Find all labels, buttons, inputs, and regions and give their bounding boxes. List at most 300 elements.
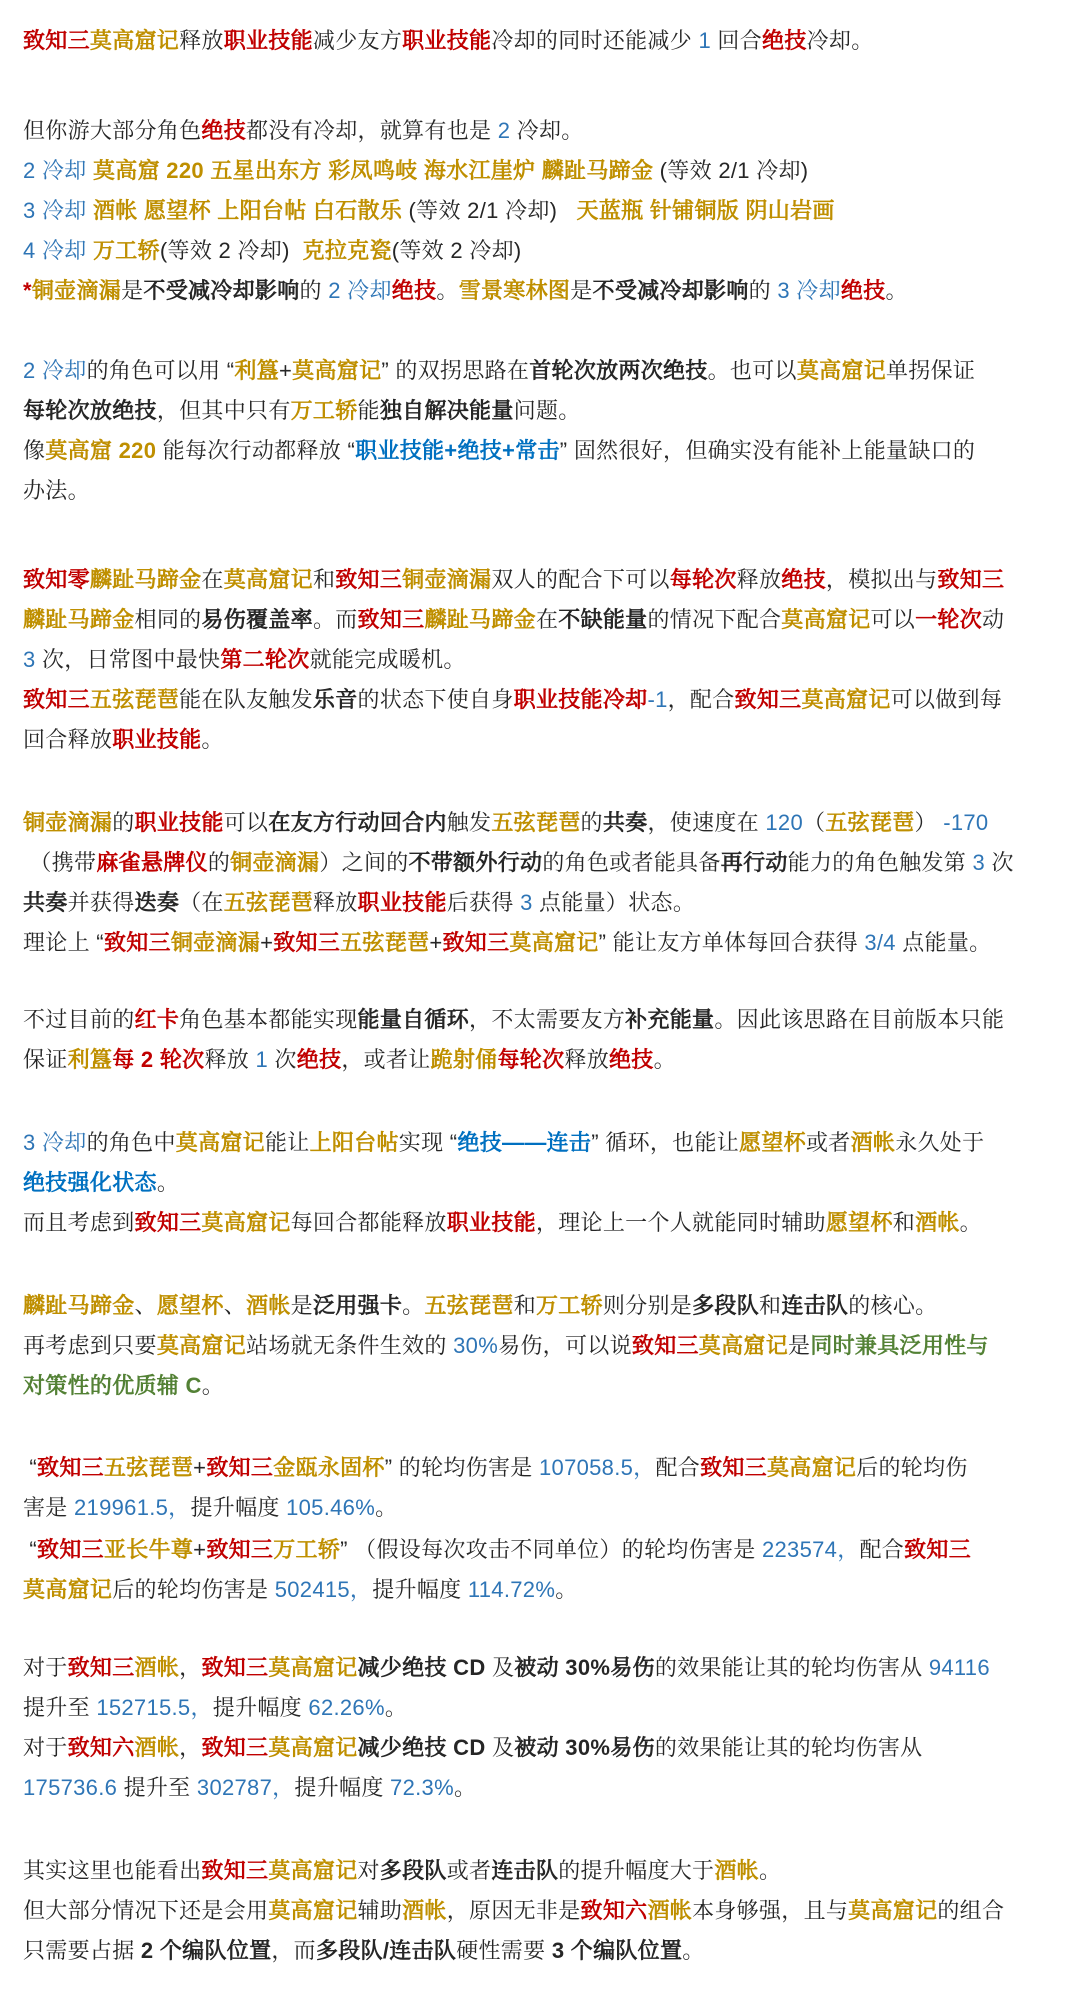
text-run: 莫高窟记	[175, 1130, 265, 1155]
text-run: 的组合	[937, 1898, 1005, 1923]
text-line	[23, 1163, 1057, 1203]
text-run: 后获得	[446, 890, 521, 915]
paragraph-12	[23, 1851, 1057, 1971]
text-run: 致知三	[67, 1655, 135, 1680]
text-run: ” 固然很好，但确实没有能补上能量缺口的	[559, 438, 976, 463]
text-run: （	[803, 810, 826, 835]
text-run: 但大部分情况下还是会用	[23, 1898, 269, 1923]
text-run: 利簋	[234, 358, 280, 383]
text-run: 和	[892, 1210, 916, 1235]
text-line	[23, 1286, 1057, 1326]
text-run: 致知三	[631, 1333, 699, 1358]
text-run: 实现 “	[398, 1130, 458, 1155]
text-run: 莫高窟记	[268, 1898, 358, 1923]
text-run: 的效果能让其的轮均伤害从	[654, 1655, 929, 1680]
text-run: 像	[23, 438, 46, 463]
paragraph-2	[23, 111, 1057, 311]
text-run: 3 冷却	[23, 198, 87, 223]
text-line	[23, 1570, 1057, 1610]
text-line	[23, 151, 1057, 191]
text-run: 都没有冷却，就算有也是	[246, 118, 498, 143]
text-run: 五弦琵琶	[825, 810, 915, 835]
text-run: 莫高窟 220	[45, 438, 157, 463]
text-run: 次，日常图中最快	[35, 647, 221, 672]
text-run: 释放	[204, 1047, 256, 1072]
text-run: 2 冷却	[23, 158, 87, 183]
text-run: 能量自循环	[357, 1007, 470, 1032]
text-run: 酒帐	[402, 1898, 447, 1923]
text-run: 释放	[312, 890, 358, 915]
text-run: ，或者让	[341, 1047, 431, 1072]
text-run: 麟趾马蹄金	[424, 607, 536, 632]
text-run: 莫高窟记	[509, 930, 599, 955]
text-run: +	[260, 930, 274, 955]
text-run: 能让	[264, 1130, 310, 1155]
text-run: 在友方行动回合内	[268, 810, 447, 835]
text-run: 提升至	[117, 1775, 197, 1800]
text-run: 万工轿	[290, 398, 358, 423]
text-run: 职业技能+绝技+常击	[355, 438, 560, 463]
text-run: 同时兼具泛用性与	[810, 1333, 989, 1358]
text-run: 相同的	[134, 607, 202, 632]
text-run: 。	[402, 1293, 425, 1318]
text-run: ” 的轮均伤害是	[384, 1455, 539, 1480]
text-run: 一轮次	[915, 607, 983, 632]
text-run: 、	[134, 1293, 157, 1318]
text-run: 。	[156, 1170, 180, 1195]
text-run: 上阳台帖	[309, 1130, 399, 1155]
text-run: 的角色中	[86, 1130, 176, 1155]
text-run: 五弦琵琶	[103, 1455, 194, 1480]
text-run: 致知三	[904, 1537, 972, 1562]
text-run: 独自解决能量	[379, 398, 514, 423]
text-run: 莫高窟记	[796, 358, 887, 383]
text-run: 减少绝技 CD	[357, 1735, 486, 1760]
text-run: 提升幅度	[190, 1495, 287, 1520]
text-run: 麟趾马蹄金	[89, 567, 202, 592]
text-run: 职业技能	[112, 727, 202, 752]
text-run: 致知三	[273, 930, 341, 955]
text-run: +	[193, 1455, 207, 1480]
text-line	[23, 843, 1057, 883]
text-run: 致知三	[201, 1858, 269, 1883]
text-run: 辅助	[357, 1898, 403, 1923]
text-run: 。	[885, 278, 908, 303]
text-run: 。也可以	[707, 358, 797, 383]
text-run: 本身够强，且与	[692, 1898, 849, 1923]
text-run: 致知三	[206, 1455, 274, 1480]
text-line	[23, 1488, 1057, 1528]
text-run: 2 个编队位置	[140, 1938, 272, 1963]
text-run: (等效 2/1 冷却)	[402, 198, 577, 223]
text-run: ” 的双拐思路在	[381, 358, 530, 383]
text-run: 麻雀悬牌仪	[96, 850, 208, 875]
text-run: ，模拟出与	[825, 567, 938, 592]
text-run: 。因此该思路在目前版本只能	[714, 1007, 1005, 1032]
text-run: 或者	[805, 1130, 851, 1155]
text-line	[23, 391, 1057, 431]
text-run: 就能完成暖机。	[309, 647, 466, 672]
text-line	[23, 1448, 1057, 1488]
text-run: 酒帐	[647, 1898, 693, 1923]
text-run: 。	[201, 1373, 225, 1398]
text-run: 首轮次放两次绝技	[529, 358, 708, 383]
text-run: 的	[207, 850, 231, 875]
paragraph-11	[23, 1648, 1057, 1808]
text-run: 。	[959, 1210, 982, 1235]
text-line	[23, 1040, 1057, 1080]
text-run: 麟趾马蹄金	[23, 607, 135, 632]
text-run: 绝技	[296, 1047, 342, 1072]
text-run: 连击队	[781, 1293, 849, 1318]
text-run: 并获得	[67, 890, 135, 915]
text-run: 。	[758, 1858, 782, 1883]
text-run: 铜壶滴漏	[23, 810, 113, 835]
text-run: 铜壶滴漏	[402, 567, 492, 592]
text-run: 单拐保证	[886, 358, 976, 383]
text-run: 致知三	[201, 1735, 269, 1760]
text-run: 莫高窟记	[156, 1333, 247, 1358]
text-line	[23, 560, 1057, 600]
text-run: 被动 30%易伤	[514, 1655, 655, 1680]
text-run: 致知三	[700, 1455, 767, 1480]
text-run: ）	[914, 810, 944, 835]
text-run: 释放	[736, 567, 782, 592]
text-run: （在	[179, 890, 224, 915]
text-run: 2 冷却	[23, 358, 87, 383]
text-run: 致知三	[335, 567, 403, 592]
text-run: 是	[570, 278, 593, 303]
text-run: 在	[201, 567, 224, 592]
text-run: 莫高窟记	[766, 1455, 857, 1480]
text-run: 减少友方	[312, 28, 403, 53]
text-run: 152715.5，	[96, 1695, 213, 1720]
text-run: ，但其中只有	[156, 398, 291, 423]
text-run: 再行动	[720, 850, 788, 875]
text-run: 绝技	[609, 1047, 654, 1072]
text-run: 致知三	[734, 687, 802, 712]
text-run: 致知三	[206, 1537, 274, 1562]
text-run: 触发	[446, 810, 492, 835]
text-run: 和	[513, 1293, 536, 1318]
text-run: 补充能量	[625, 1007, 715, 1032]
text-run: 107058.5，	[539, 1455, 656, 1480]
text-run: 502415，	[274, 1577, 373, 1602]
text-run: ，而	[271, 1938, 316, 1963]
text-run: 的提升幅度大于	[558, 1858, 715, 1883]
text-run: 4 冷却	[23, 238, 87, 263]
text-run: 释放	[179, 28, 224, 53]
text-run: 易伤覆盖率	[201, 607, 313, 632]
text-run: 莫高窟记	[801, 687, 891, 712]
text-run: 的角色可以用 “	[86, 358, 235, 383]
text-run: ” 循环，也能让	[591, 1130, 740, 1155]
text-run: 的	[112, 810, 135, 835]
text-run: 致知三	[937, 567, 1005, 592]
text-run: 职业技能	[357, 890, 447, 915]
text-run: 共奏	[602, 810, 648, 835]
text-run: 致知六	[580, 1898, 648, 1923]
paragraph-9	[23, 1448, 1057, 1528]
text-run: ” （假设每次攻击不同单位）的轮均伤害是	[340, 1537, 762, 1562]
text-line	[23, 1688, 1057, 1728]
text-run: 五弦琵琶	[340, 930, 430, 955]
text-line	[23, 21, 1057, 61]
text-run: 次	[985, 850, 1014, 875]
text-run: 泛用强卡	[312, 1293, 403, 1318]
text-run: 3	[23, 647, 36, 672]
text-run: 被动 30%易伤	[514, 1735, 655, 1760]
text-run: 对于	[23, 1655, 68, 1680]
text-run: +	[193, 1537, 207, 1562]
text-run: （携带	[23, 850, 97, 875]
paragraph-7	[23, 1123, 1057, 1243]
text-run: 莫高窟记	[268, 1735, 358, 1760]
text-run: ，	[179, 1735, 202, 1760]
text-run: 2 冷却	[328, 278, 392, 303]
text-run: 能在队友触发	[179, 687, 313, 712]
text-line	[23, 231, 1057, 271]
text-run: 理论上 “	[23, 930, 104, 955]
text-run: 是	[121, 278, 144, 303]
text-run: 3/4	[864, 930, 896, 955]
text-run: 角色基本都能实现	[179, 1007, 358, 1032]
text-run: 3 冷却	[23, 1130, 87, 1155]
paragraph-3	[23, 351, 1057, 511]
text-run: 冷却。	[806, 28, 874, 53]
text-run: 的	[580, 810, 603, 835]
text-run: 点能量）状态。	[532, 890, 696, 915]
text-run: 每轮次	[669, 567, 737, 592]
text-run: 保证	[23, 1047, 68, 1072]
text-run: 克拉克瓷	[302, 238, 392, 263]
text-line	[23, 1123, 1057, 1163]
text-run: 3	[972, 850, 986, 875]
text-run: 的	[299, 278, 329, 303]
text-run: 提升幅度	[372, 1577, 468, 1602]
text-line	[23, 923, 1057, 963]
text-run: 175736.6	[23, 1775, 118, 1800]
text-run: 。	[682, 1938, 705, 1963]
text-run: 致知三	[134, 1210, 202, 1235]
text-run: 站场就无条件生效的	[246, 1333, 454, 1358]
text-run: 302787，	[196, 1775, 295, 1800]
text-run: 219961.5，	[74, 1495, 191, 1520]
paragraph-6	[23, 1000, 1057, 1080]
text-run: 问题。	[513, 398, 581, 423]
text-run: 绝技	[840, 278, 886, 303]
text-run: 不受减冷却影响	[592, 278, 749, 303]
text-run: 万工轿	[273, 1537, 341, 1562]
text-run: 致知三	[201, 1655, 269, 1680]
text-line	[23, 1728, 1057, 1768]
text-run: 114.72%	[467, 1577, 556, 1602]
text-line	[23, 640, 1057, 680]
text-run: 永久处于	[895, 1130, 985, 1155]
text-run: (等效 2 冷却)	[159, 238, 303, 263]
text-run: 酒帐 愿望杯 上阳台帖 白石散乐	[92, 198, 403, 223]
text-run: 能每次行动都释放 “	[156, 438, 356, 463]
text-run: 连击队	[491, 1858, 559, 1883]
text-run: *	[23, 278, 32, 303]
text-run: 莫高窟记	[201, 1210, 291, 1235]
text-run: 雪景寒林图	[458, 278, 571, 303]
text-run: 每轮次	[497, 1047, 565, 1072]
paragraph-10	[23, 1530, 1057, 1610]
text-run: ” 能让友方单体每回合获得	[598, 930, 865, 955]
text-run: 3	[520, 890, 533, 915]
text-run: 的	[748, 278, 778, 303]
text-run: 62.26%	[308, 1695, 385, 1720]
text-run: 金瓯永固杯	[273, 1455, 385, 1480]
text-run: 职业技能	[402, 28, 492, 53]
text-run: 只需要占据	[23, 1938, 141, 1963]
text-run: 的状态下使自身	[357, 687, 514, 712]
text-run: 五弦琵琶	[491, 810, 581, 835]
text-run: 多段队	[379, 1858, 447, 1883]
text-run: 铜壶滴漏	[31, 278, 122, 303]
text-line	[23, 1326, 1057, 1366]
text-run: 多段队	[692, 1293, 760, 1318]
text-line	[23, 271, 1057, 311]
text-run: 后的轮均伤害是	[112, 1577, 275, 1602]
text-run: 易伤，可以说	[498, 1333, 632, 1358]
paragraph-8	[23, 1286, 1057, 1406]
text-run: 3 个编队位置	[551, 1938, 683, 1963]
text-run: 后的轮均伤	[856, 1455, 968, 1480]
text-run: 。而	[312, 607, 358, 632]
text-line	[23, 1851, 1057, 1891]
text-run: 职业技能	[134, 810, 224, 835]
text-run: 致知三	[442, 930, 510, 955]
text-run: 对策性的优质辅 C	[23, 1373, 202, 1398]
text-run: 3 冷却	[777, 278, 841, 303]
paragraph-1	[23, 21, 1057, 61]
text-run: ，理论上一个人就能同时辅助	[535, 1210, 826, 1235]
text-run: 酒帐	[134, 1655, 180, 1680]
text-run: 但你游大部分角色	[23, 118, 202, 143]
text-run: 可以做到每	[890, 687, 1003, 712]
text-run: 绝技	[762, 28, 807, 53]
text-line	[23, 1366, 1057, 1406]
text-run: 麟趾马蹄金	[23, 1293, 135, 1318]
text-run: 、	[223, 1293, 247, 1318]
text-run: 每回合都能释放	[290, 1210, 447, 1235]
text-run: 点能量。	[895, 930, 992, 955]
text-line	[23, 803, 1057, 843]
text-line	[23, 431, 1057, 471]
text-run: 再考虑到只要	[23, 1333, 157, 1358]
text-run: 莫高窟记	[89, 28, 180, 53]
text-run: 提升幅度	[212, 1695, 309, 1720]
text-run: 天蓝瓶 针铺铜版 阴山岩画	[576, 198, 835, 223]
text-run: 多段队/连击队	[315, 1938, 457, 1963]
text-run: 94116	[928, 1655, 990, 1680]
text-run: 不受减冷却影响	[143, 278, 300, 303]
text-run: 或者	[446, 1858, 492, 1883]
text-run: 职业技能	[223, 28, 313, 53]
text-run: ，原因无非是	[446, 1898, 581, 1923]
text-run: 致知三	[103, 930, 171, 955]
text-line	[23, 1000, 1057, 1040]
text-run: 可以	[223, 810, 269, 835]
text-run: 莫高窟 220 五星出东方 彩凤鸣岐 海水江崖炉 麟趾马蹄金	[92, 158, 654, 183]
text-run: 的情况下配合	[647, 607, 782, 632]
text-run: 在	[535, 607, 559, 632]
text-run: 223574，	[761, 1537, 860, 1562]
text-run: 配合	[859, 1537, 905, 1562]
text-run: 30%	[453, 1333, 499, 1358]
text-run: 愿望杯	[739, 1130, 806, 1155]
text-run: ，使速度在	[647, 810, 766, 835]
text-run: 职业技能冷却	[513, 687, 648, 712]
text-run: ）之间的	[319, 850, 409, 875]
text-run: 利簋	[67, 1047, 113, 1072]
text-run: 120	[765, 810, 803, 835]
text-run: 105.46%	[286, 1495, 376, 1520]
text-run: 释放	[564, 1047, 609, 1072]
text-run: 而且考虑到	[23, 1210, 135, 1235]
text-run: 酒帐	[246, 1293, 291, 1318]
text-run: 万工轿	[92, 238, 160, 263]
text-run: 冷却。	[510, 118, 584, 143]
text-run: 愿望杯	[156, 1293, 224, 1318]
text-run: 次	[268, 1047, 297, 1072]
text-line	[23, 1891, 1057, 1931]
text-run: 双人的配合下可以	[491, 567, 670, 592]
text-line	[23, 1203, 1057, 1243]
text-run: 的核心。	[848, 1293, 938, 1318]
text-run: 莫高窟记	[268, 1655, 358, 1680]
text-run: 五弦琵琶	[223, 890, 313, 915]
text-line	[23, 1768, 1057, 1808]
text-run: 对于	[23, 1735, 68, 1760]
text-line	[23, 1648, 1057, 1688]
text-run: 1	[255, 1047, 269, 1072]
text-run: 每 2 轮次	[112, 1047, 205, 1072]
text-line	[23, 1931, 1057, 1971]
text-run: -1	[647, 687, 668, 712]
text-run: 是	[290, 1293, 313, 1318]
text-run: 愿望杯	[825, 1210, 893, 1235]
text-run: -170	[943, 810, 989, 835]
text-run: 迭奏	[134, 890, 180, 915]
text-run: 每轮次放绝技	[23, 398, 157, 423]
text-run: 及	[485, 1655, 515, 1680]
text-run: ，不太需要友方	[469, 1007, 626, 1032]
text-run: “	[23, 1537, 38, 1562]
text-line	[23, 191, 1057, 231]
text-run: 酒帐	[915, 1210, 960, 1235]
text-line	[23, 351, 1057, 391]
text-run: 的角色或者能具备	[542, 850, 721, 875]
text-run: 能力的角色触发第	[787, 850, 973, 875]
text-run: 。	[375, 1495, 398, 1520]
text-run: 铜壶滴漏	[230, 850, 320, 875]
text-run: 。	[555, 1577, 578, 1602]
text-run: 不带额外行动	[408, 850, 543, 875]
text-run: 动	[982, 607, 1005, 632]
text-run: 致知三	[37, 1537, 104, 1562]
paragraph-4	[23, 560, 1057, 760]
text-run: 职业技能	[446, 1210, 536, 1235]
text-run: 莫高窟记	[698, 1333, 788, 1358]
text-run: 亚长牛尊	[103, 1537, 194, 1562]
text-line	[23, 1530, 1057, 1570]
text-run: 五弦琵琶	[89, 687, 180, 712]
text-run: 致知六	[67, 1735, 135, 1760]
text-run: 致知三	[37, 1455, 104, 1480]
